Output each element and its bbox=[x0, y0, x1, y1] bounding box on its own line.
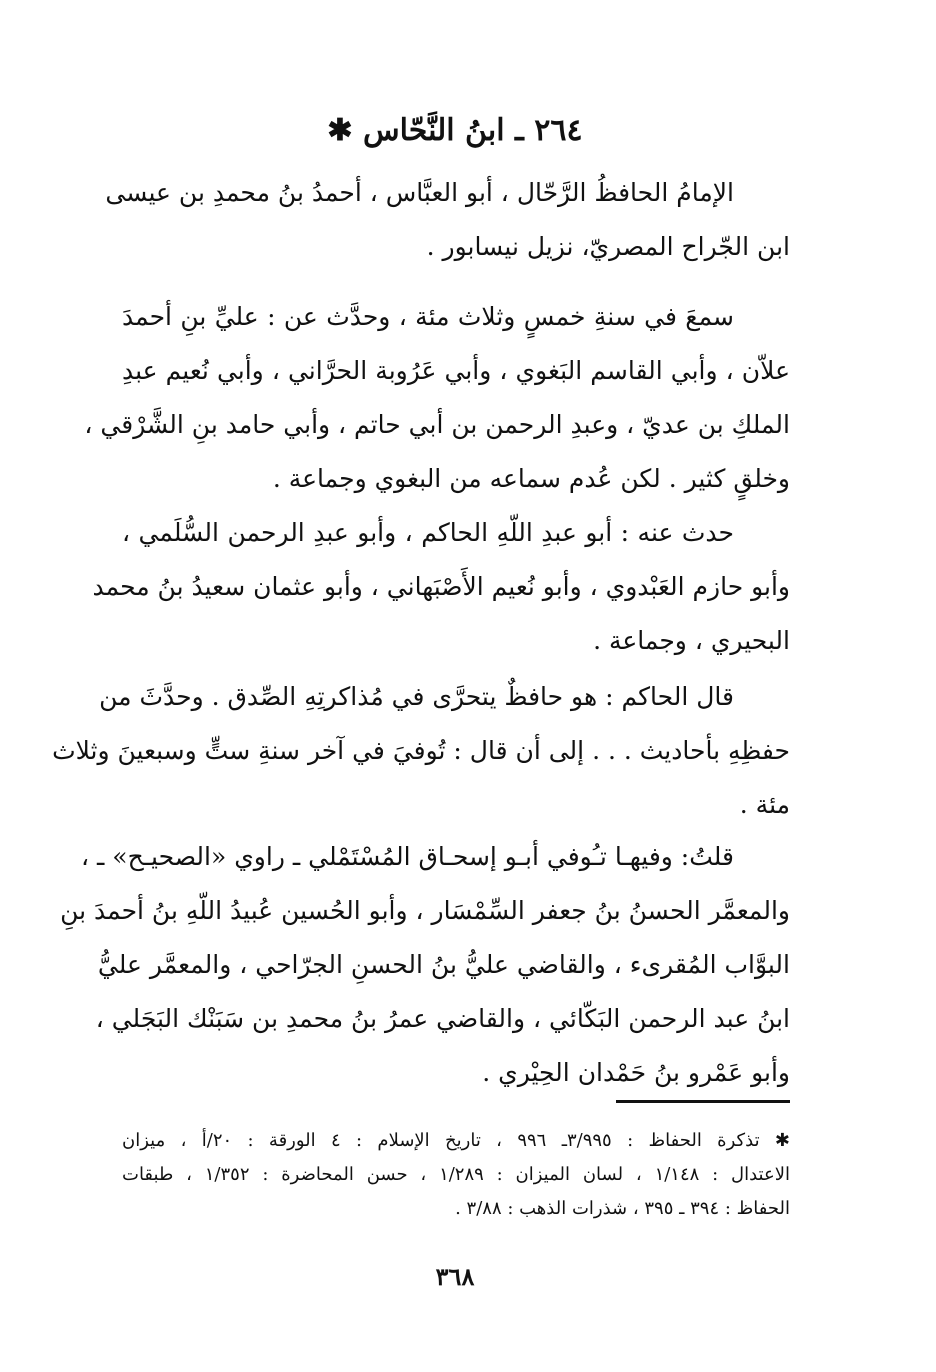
text-line: البحيري ، وجماعة . bbox=[593, 626, 790, 655]
text-line: وأبو حازم العَبْدوي ، وأبو نُعيم الأَصْبَهاني ، وأبو عثمان سعيدُ بنُ محمد bbox=[92, 572, 790, 601]
page-number: ٣٦٨ bbox=[435, 1262, 475, 1291]
text-line: سمعَ في سنةِ خمسٍ وثلاث مئة ، وحدَّث عن : عليِّ بنِ أحمدَ bbox=[122, 302, 734, 331]
footnote bbox=[122, 1124, 790, 1226]
text-line: حدث عنه : أبو عبدِ اللّهِ الحاكم ، وأبو عبدِ الرحمن السُّلَمي ، bbox=[122, 518, 734, 547]
text-line: مئة . bbox=[739, 790, 790, 819]
paragraph-students bbox=[92, 506, 790, 668]
paragraph-teachers bbox=[84, 290, 790, 506]
text-line: قلتُ: وفيهـا تـُوفي أبـو إسحـاق المُسْتَمْلي ـ راوي «الصحيـح» ـ ، bbox=[81, 842, 734, 871]
paragraph-hakim-quote bbox=[52, 670, 790, 832]
footnote-line: ✱ تذكرة الحفاظ : ٣/٩٩٥ـ ٩٩٦ ، تاريخ الإسلام : ٤ الورقة : ٢٠/أ ، ميزان bbox=[122, 1130, 791, 1151]
text-line: والمعمَّر الحسنُ بنُ جعفر السِّمْسَار ، وأبو الحُسين عُبيدُ اللّهِ بنُ أحمدَ بنِ bbox=[60, 896, 790, 925]
text-line: علاّن ، وأبي القاسم البَغوي ، وأبي عَرُوبة الحرَّاني ، وأبي نُعيم عبدِ bbox=[122, 356, 790, 385]
text-line: البوَّاب المُقرىء ، والقاضي عليُّ بنُ الحسنِ الجرّاحي ، والمعمَّر عليُّ bbox=[97, 950, 790, 979]
text-line: ابن الجّراح المصريّ، نزيل نيسابور . bbox=[426, 232, 790, 261]
entry-title: ٢٦٤ ـ ابنُ النَّحّاس ✱ bbox=[327, 113, 583, 148]
text-line: الإمامُ الحافظُ الرَّحّال ، أبو العبَّاس ، أحمدُ بنُ محمدِ بن عيسى bbox=[105, 178, 734, 207]
text-line: الملكِ بن عديّ ، وعبدِ الرحمن بن أبي حاتم ، وأبي حامد بنِ الشَّرْقي ، bbox=[84, 410, 790, 439]
text-line: قال الحاكم : هو حافظٌ يتحرَّى في مُذاكرتِهِ الصِّدق . وحدَّثَ من bbox=[99, 682, 734, 711]
text-line: حفظِهِ بأحاديث . . . إلى أن قال : تُوفيَ في آخر سنةِ ستٍّ وسبعينَ وثلاث bbox=[52, 736, 790, 765]
footnote-line: الحفاظ : ٣٩٤ ـ ٣٩٥ ، شذرات الذهب : ٣/٨٨ . bbox=[455, 1198, 790, 1219]
footnote-line: الاعتدال : ١/١٤٨ ، لسان الميزان : ١/٢٨٩ ، حسن المحاضرة : ١/٣٥٢ ، طبقات bbox=[122, 1164, 791, 1185]
footnote-divider bbox=[616, 1100, 790, 1103]
paragraph-deaths bbox=[60, 830, 790, 1100]
text-line: وأبو عَمْرو بنُ حَمْدان الحِيْري . bbox=[482, 1058, 790, 1087]
text-line: ابنُ عبد الرحمن البَكّائي ، والقاضي عمرُ بنُ محمدِ بن سَبَنْك البَجَلي ، bbox=[95, 1004, 790, 1033]
text-line: وخلقٍ كثير . لكن عُدم سماعه من البغوي وجماعة . bbox=[272, 464, 790, 493]
paragraph-intro bbox=[105, 166, 790, 274]
